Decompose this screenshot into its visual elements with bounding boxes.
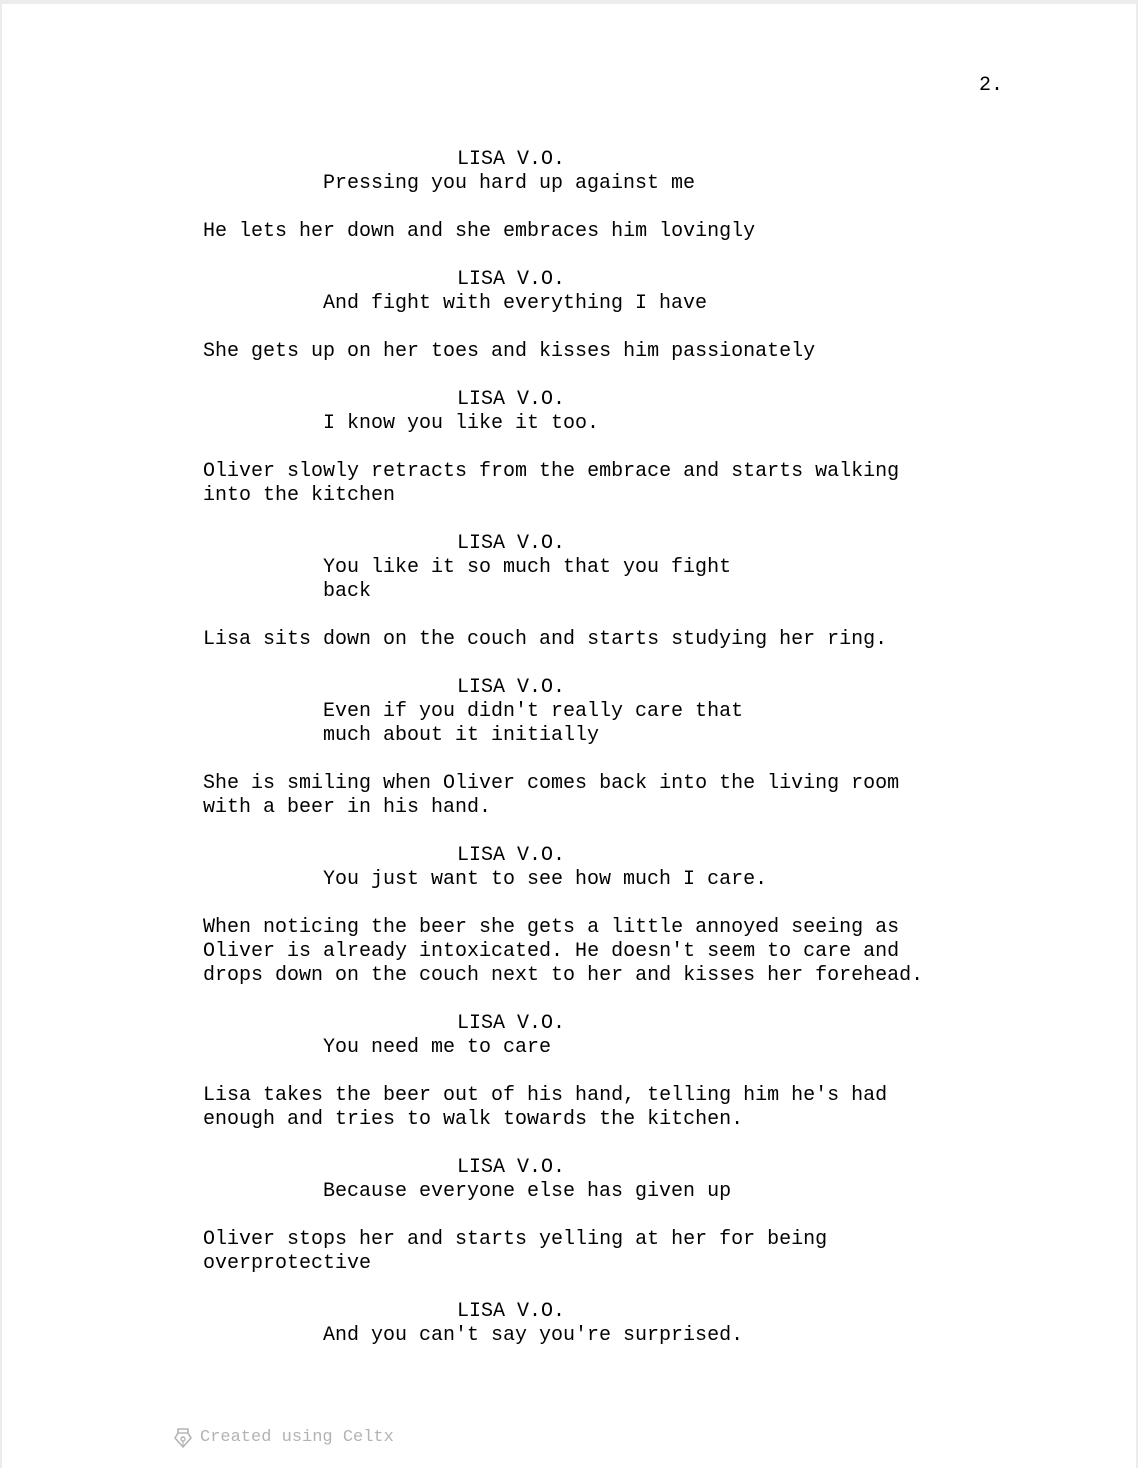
action-line: drops down on the couch next to her and kisses her forehead.: [203, 964, 924, 987]
character-name: LISA V.O.: [457, 1300, 566, 1323]
action-line: overprotective: [203, 1252, 372, 1275]
dialogue-block: [2, 844, 1136, 892]
screenplay-body: [2, 148, 1136, 1372]
action-block: [2, 916, 1136, 988]
action-line: She is smiling when Oliver comes back into the living room: [203, 772, 900, 795]
dialogue-block: [2, 676, 1136, 748]
dialogue-block: [2, 388, 1136, 436]
dialogue-text: [2, 1324, 1136, 1348]
character-name: LISA V.O.: [457, 1012, 566, 1035]
dialogue-line: You just want to see how much I care.: [323, 868, 768, 891]
dialogue-line: Even if you didn't really care that: [323, 700, 744, 723]
action-line: into the kitchen: [203, 484, 396, 507]
dialogue-line: Because everyone else has given up: [323, 1180, 732, 1203]
action-block: [2, 460, 1136, 508]
dialogue-text: [2, 868, 1136, 892]
action-block: [2, 1228, 1136, 1276]
character-name: LISA V.O.: [457, 532, 566, 555]
dialogue-line: much about it initially: [323, 724, 600, 747]
action-line: Oliver stops her and starts yelling at her for being: [203, 1228, 828, 1251]
dialogue-line: back: [323, 580, 372, 603]
dialogue-block: [2, 148, 1136, 196]
character-name: LISA V.O.: [457, 676, 566, 699]
action-line: Lisa sits down on the couch and starts studying her ring.: [203, 628, 888, 651]
character-name: LISA V.O.: [457, 268, 566, 291]
page-number: 2.: [979, 74, 1004, 97]
dialogue-line: And you can't say you're surprised.: [323, 1324, 744, 1347]
dialogue-block: [2, 1156, 1136, 1204]
script-page: [2, 4, 1136, 1468]
action-line: Oliver slowly retracts from the embrace and starts walking: [203, 460, 900, 483]
dialogue-block: [2, 268, 1136, 316]
dialogue-text: [2, 1036, 1136, 1060]
dialogue-block: [2, 1012, 1136, 1060]
dialogue-text: [2, 292, 1136, 316]
dialogue-text: [2, 556, 1136, 604]
dialogue-text: [2, 700, 1136, 748]
footer-text: Created using Celtx: [200, 1428, 394, 1447]
action-line: Lisa takes the beer out of his hand, telling him he's had: [203, 1084, 888, 1107]
character-name: LISA V.O.: [457, 844, 566, 867]
action-block: [2, 1084, 1136, 1132]
action-block: [2, 340, 1136, 364]
dialogue-block: [2, 532, 1136, 604]
dialogue-line: And fight with everything I have: [323, 292, 708, 315]
action-block: [2, 772, 1136, 820]
character-name: LISA V.O.: [457, 148, 566, 171]
action-line: She gets up on her toes and kisses him passionately: [203, 340, 816, 363]
action-block: [2, 220, 1136, 244]
dialogue-text: [2, 412, 1136, 436]
dialogue-line: You need me to care: [323, 1036, 552, 1059]
action-line: Oliver is already intoxicated. He doesn't seem to care and: [203, 940, 900, 963]
dialogue-line: Pressing you hard up against me: [323, 172, 696, 195]
action-line: When noticing the beer she gets a little annoyed seeing as: [203, 916, 900, 939]
celtx-pen-nib-icon: [174, 1427, 192, 1449]
dialogue-block: [2, 1300, 1136, 1348]
action-line: with a beer in his hand.: [203, 796, 492, 819]
action-block: [2, 628, 1136, 652]
action-line: enough and tries to walk towards the kitchen.: [203, 1108, 744, 1131]
character-name: LISA V.O.: [457, 388, 566, 411]
dialogue-text: [2, 172, 1136, 196]
dialogue-text: [2, 1180, 1136, 1204]
celtx-footer: [174, 1427, 394, 1449]
character-name: LISA V.O.: [457, 1156, 566, 1179]
dialogue-line: I know you like it too.: [323, 412, 600, 435]
dialogue-line: You like it so much that you fight: [323, 556, 732, 579]
action-line: He lets her down and she embraces him lovingly: [203, 220, 756, 243]
